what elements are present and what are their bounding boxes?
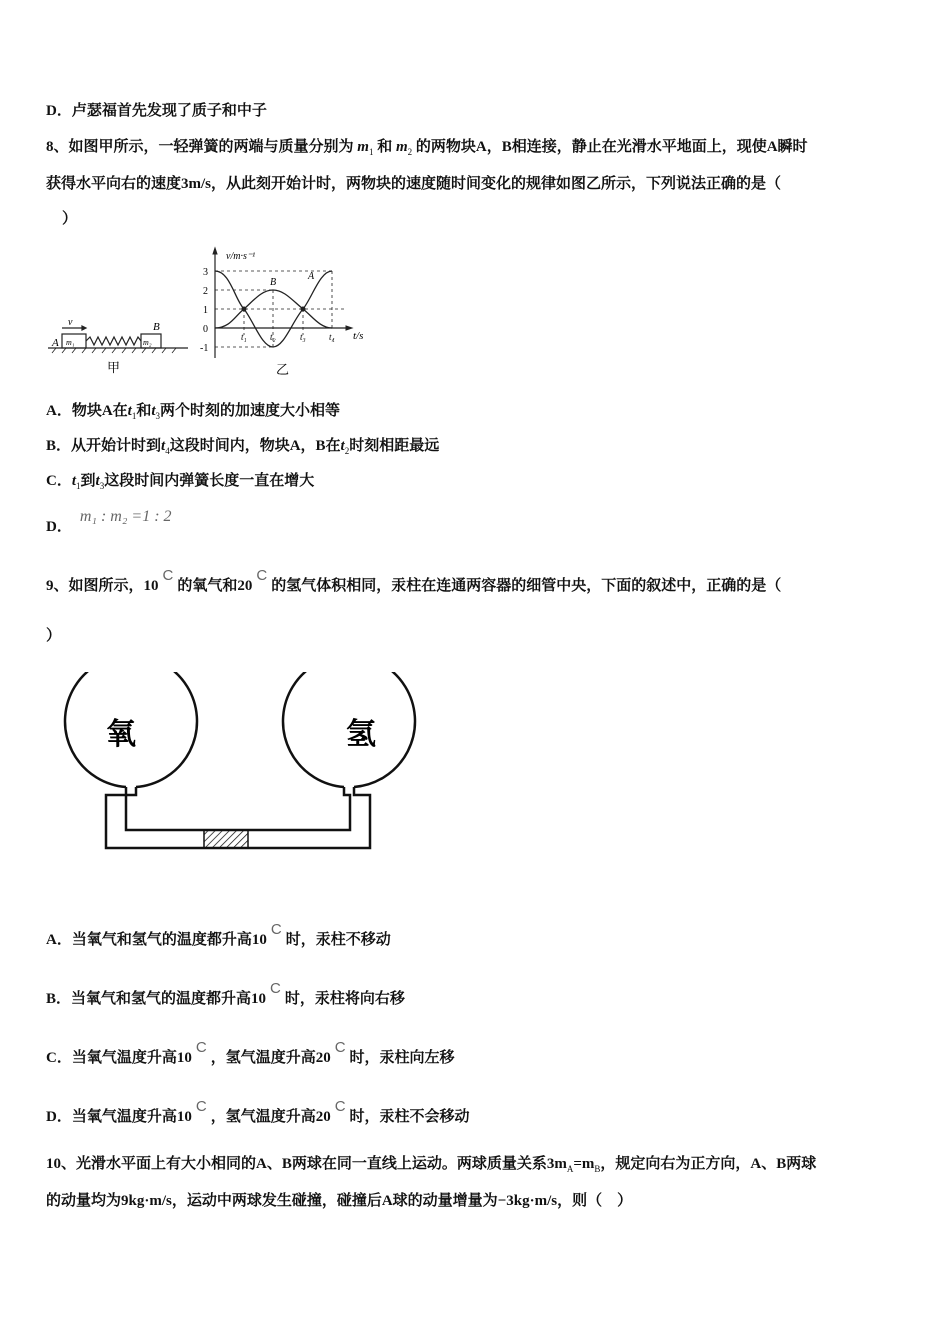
x-axis-label: t/s bbox=[353, 330, 364, 342]
curve-a-label: A bbox=[308, 271, 315, 282]
q9-stem-line2: ） bbox=[46, 628, 62, 644]
celsius-unit: C bbox=[256, 567, 268, 584]
q8-option-d bbox=[46, 508, 172, 537]
text: D．当氧气温度升高10 bbox=[46, 1109, 192, 1125]
var: m bbox=[357, 139, 369, 155]
sub: 1 bbox=[76, 481, 81, 491]
y-axis-label: v/m·s⁻¹ bbox=[226, 251, 256, 262]
sub: 2 bbox=[344, 446, 350, 456]
text: A．当氧气和氢气的温度都升高10 bbox=[46, 932, 267, 948]
var: t bbox=[161, 438, 166, 454]
text: 8、如图甲所示，一轻弹簧的两端与质量分别为 bbox=[46, 139, 354, 155]
text: 这段时间内，物块A，B在 bbox=[169, 438, 341, 454]
text: 和 bbox=[136, 403, 152, 419]
var: t bbox=[151, 403, 156, 419]
text: 的氧气和20 bbox=[177, 578, 253, 594]
q8-option-c bbox=[46, 471, 314, 496]
x-tick: t₃ bbox=[300, 332, 306, 342]
q9-container-figure bbox=[48, 672, 433, 857]
q9-option-d bbox=[46, 1098, 470, 1127]
text: 的两物块A，B相连接，静止在光滑水平地面上，现使A瞬时 bbox=[415, 139, 808, 155]
q10-stem-line1 bbox=[46, 1154, 816, 1179]
text: ，氢气温度升高20 bbox=[210, 1050, 331, 1066]
sub: 3 bbox=[155, 411, 161, 421]
celsius-unit: C bbox=[270, 980, 281, 997]
q8-figure bbox=[40, 240, 380, 380]
block-a-label: A bbox=[52, 337, 59, 349]
text: D． bbox=[46, 519, 72, 535]
text: 时，汞柱不移动 bbox=[285, 932, 391, 948]
q9-option-c bbox=[46, 1039, 455, 1068]
celsius-unit: C bbox=[195, 1098, 207, 1115]
figure-caption-jia: 甲 bbox=[107, 360, 121, 375]
text: 到 bbox=[80, 473, 96, 489]
text: 时，汞柱不会移动 bbox=[349, 1109, 470, 1125]
sub: B bbox=[594, 1164, 601, 1174]
var: t bbox=[71, 473, 77, 489]
var: t bbox=[127, 403, 132, 419]
q8-stem-line3: ） bbox=[62, 211, 78, 227]
sub: 4 bbox=[165, 446, 170, 456]
celsius-unit: C bbox=[195, 1039, 207, 1056]
x-tick: t₂ bbox=[270, 332, 276, 342]
q9-option-a bbox=[46, 921, 391, 950]
y-tick: 3 bbox=[203, 267, 208, 278]
m2-label: m₂ bbox=[143, 338, 152, 347]
figure-caption-yi: 乙 bbox=[276, 362, 290, 377]
var: m bbox=[395, 139, 408, 155]
y-tick: 1 bbox=[203, 305, 208, 316]
y-tick: 2 bbox=[203, 286, 208, 297]
oxygen-label: 氧 bbox=[106, 718, 136, 751]
celsius-unit: C bbox=[162, 567, 174, 584]
celsius-unit: C bbox=[334, 1098, 346, 1115]
q7-option-d: D．卢瑟福首先发现了质子和中子 bbox=[46, 103, 267, 119]
celsius-unit: C bbox=[270, 921, 282, 938]
text: 这段时间内弹簧长度一直在增大 bbox=[104, 473, 315, 489]
curve-b bbox=[215, 290, 332, 328]
text: 和 bbox=[377, 139, 393, 155]
q9-option-b bbox=[46, 980, 405, 1009]
text: 时刻相距最远 bbox=[349, 438, 440, 454]
text: 时，汞柱向左移 bbox=[349, 1050, 455, 1066]
x-tick: t₄ bbox=[329, 332, 335, 342]
y-tick: -1 bbox=[200, 343, 209, 354]
q8-stem-line2: 获得水平向右的速度3m/s，从此刻开始计时，两物块的速度随时间变化的规律如图乙所示，下列说法正确的是（ bbox=[46, 176, 782, 192]
text: 时，汞柱将向右移 bbox=[284, 991, 405, 1007]
text: B．从开始计时到 bbox=[46, 438, 162, 454]
q8-stem-line1: 8、如图甲所示，一轻弹簧的两端与质量分别为 $m_1$ 和 $m_2$ 的两物块A，B相连接，静止在光滑水平地面上，现使A瞬时 bbox=[46, 139, 808, 157]
q9-stem-line1 bbox=[46, 567, 782, 596]
mercury-column bbox=[204, 830, 248, 848]
math-formula: m₁ : m₂ =1 : 2 bbox=[79, 508, 172, 525]
m1-label: m₁ bbox=[66, 338, 75, 347]
q8-option-b bbox=[46, 436, 439, 461]
sub: 3 bbox=[99, 481, 105, 491]
text: 9、如图所示，10 bbox=[46, 578, 159, 594]
celsius-unit: C bbox=[334, 1039, 346, 1056]
y-tick: 0 bbox=[203, 324, 208, 335]
q10-stem-line2: 的动量均为9kg·m/s，运动中两球发生碰撞，碰撞后A球的动量增量为−3kg·m/s，则（ ） bbox=[46, 1193, 633, 1209]
curve-b-label: B bbox=[270, 277, 277, 288]
hydrogen-label: 氢 bbox=[346, 718, 376, 751]
text: B．当氧气和氢气的温度都升高10 bbox=[46, 991, 267, 1007]
velocity-label: v bbox=[68, 317, 73, 328]
text: =m bbox=[573, 1156, 595, 1172]
sub: 1 bbox=[131, 411, 137, 421]
text: ，规定向右为正方向，A、B两球 bbox=[600, 1156, 817, 1172]
block-b-label: B bbox=[153, 321, 160, 333]
text: C．当氧气温度升高10 bbox=[46, 1050, 192, 1066]
var: t bbox=[95, 473, 100, 489]
text: 10、光滑水平面上有大小相同的A、B两球在同一直线上运动。两球质量关系3m bbox=[46, 1156, 567, 1172]
text: ，氢气温度升高20 bbox=[210, 1109, 331, 1125]
x-tick: t₁ bbox=[241, 332, 247, 342]
text: C． bbox=[46, 473, 72, 489]
text: 的氢气体积相同，汞柱在连通两容器的细管中央，下面的叙述中，正确的是（ bbox=[271, 578, 782, 594]
text: A．物块A在 bbox=[46, 403, 128, 419]
var: t bbox=[340, 438, 345, 454]
q8-option-a bbox=[46, 401, 340, 426]
sub: A bbox=[566, 1164, 574, 1174]
text: 两个时刻的加速度大小相等 bbox=[160, 403, 341, 419]
